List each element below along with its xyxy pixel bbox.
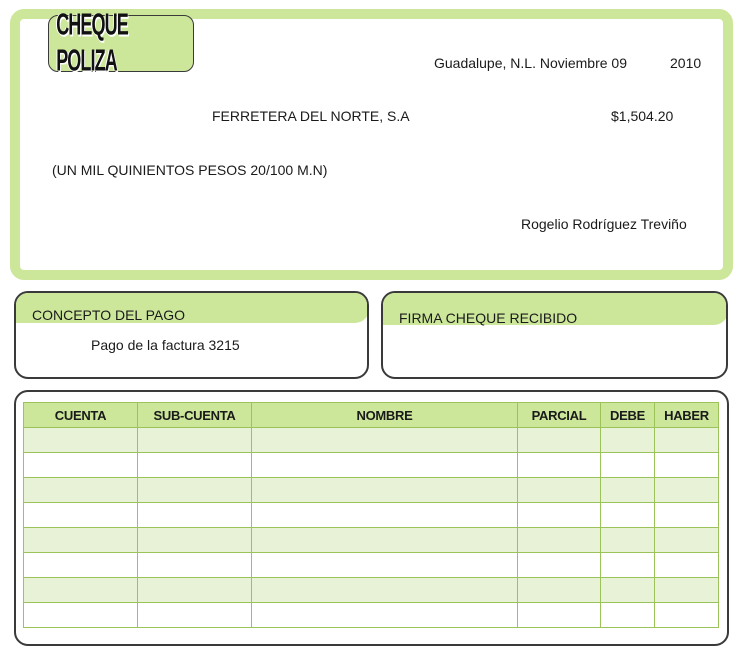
concepto-value: Pago de la factura 3215 — [91, 337, 240, 353]
amount-in-words: (UN MIL QUINIENTOS PESOS 20/100 M.N) — [52, 162, 328, 178]
table-row — [24, 553, 719, 578]
concepto-label: CONCEPTO DEL PAGO — [32, 307, 185, 323]
concepto-box — [14, 291, 369, 379]
col-sub-cuenta: SUB-CUENTA — [138, 403, 252, 428]
table-header-row — [24, 403, 719, 428]
year: 2010 — [670, 55, 702, 71]
payee-name: FERRETERA DEL NORTE, S.A — [212, 108, 410, 124]
table-row — [24, 603, 719, 628]
table-row — [24, 453, 719, 478]
table-row — [24, 578, 719, 603]
amount: $1,504.20 — [611, 108, 674, 124]
cheque-title-tab — [48, 7, 194, 78]
col-debe: DEBE — [601, 403, 655, 428]
col-cuenta: CUENTA — [24, 403, 138, 428]
col-nombre: NOMBRE — [252, 403, 518, 428]
table-row — [24, 503, 719, 528]
table-row — [24, 428, 719, 453]
table-row — [24, 478, 719, 503]
firma-label: FIRMA CHEQUE RECIBIDO — [399, 310, 578, 326]
cheque-title: CHEQUE POLIZA — [56, 7, 128, 78]
accounts-table — [23, 402, 719, 628]
accounts-table-panel — [14, 390, 729, 646]
place-date: Guadalupe, N.L. Noviembre 09 — [434, 55, 627, 71]
firma-box — [381, 291, 728, 379]
col-haber: HABER — [655, 403, 719, 428]
col-parcial: PARCIAL — [518, 403, 601, 428]
signer-name: Rogelio Rodríguez Treviño — [521, 216, 687, 232]
table-row — [24, 528, 719, 553]
